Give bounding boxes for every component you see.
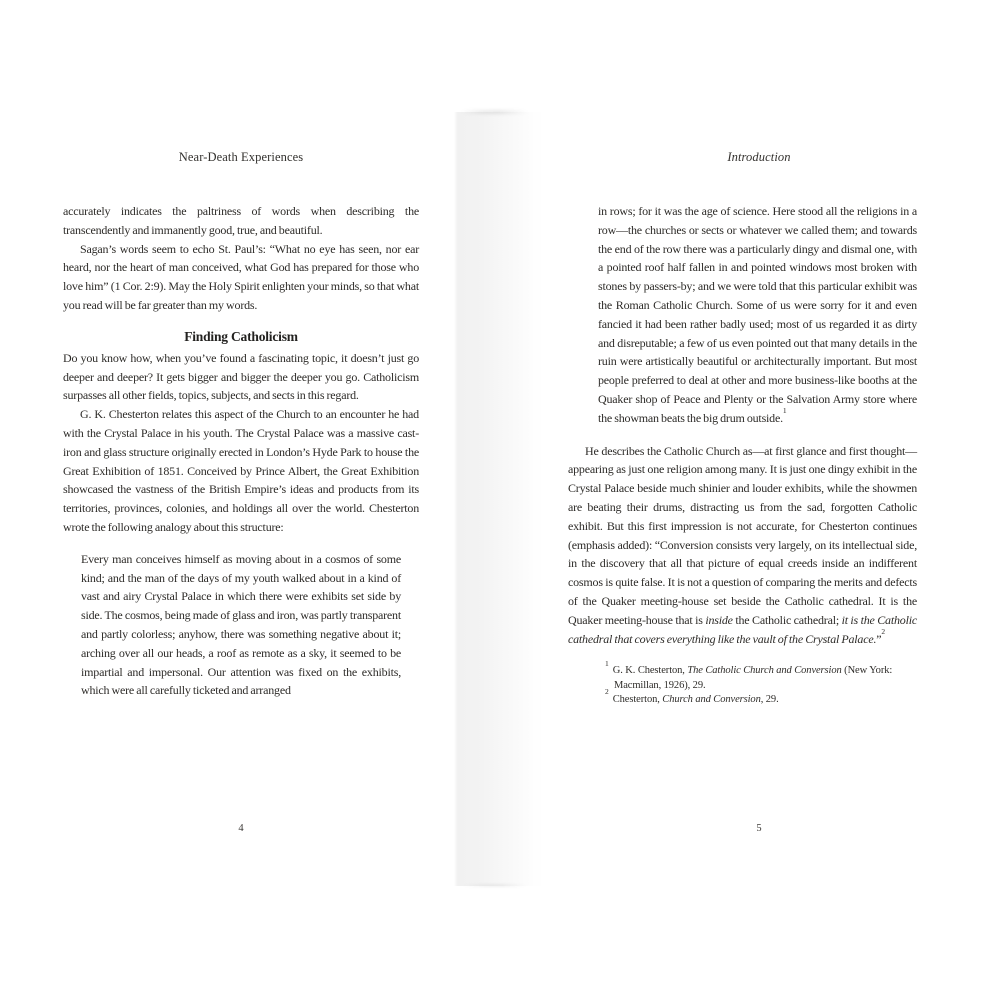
paragraph: Sagan’s words seem to echo St. Paul’s: “What no eye has seen, nor ear heard, nor the heart of man conceived, what God has prepared for those who love him” (1 Cor. 2:9). May the Holy Spirit enlighten your minds, so that what you read will be far greater than my words. (63, 241, 419, 312)
footnote (568, 658, 917, 693)
footnote-text: Chesterton, Church and Conversion, 29. (612, 693, 779, 705)
page-gutter-shadow (454, 112, 544, 886)
page-body-left (63, 202, 419, 700)
paragraph: G. K. Chesterton relates this aspect of the Church to an encounter he had with the Crystal Palace in his youth. The Crystal Palace was a massive cast-iron and glass structure originally erected in London’s Hyde Park to house the Great Exhibition of 1851. Conceived by Prince Albert, the Great Exhibition showcased the vastness of the British Empire’s ideas and products from its territories, provinces, colonies, and holdings all over the world. Chesterton wrote the following analogy about this structure: (63, 407, 419, 534)
footnote (568, 687, 917, 707)
footnote-marker: 1 (605, 658, 609, 668)
page-number-right: 5 (756, 823, 762, 834)
paragraph: Do you know how, when you’ve found a fascinating topic, it doesn’t just go deeper and deeper? It gets bigger and bigger the deeper you go. Catholicism surpasses all other fields, topics, subjects, and sects in this regard. (63, 350, 419, 403)
page-right (568, 150, 917, 707)
page-body-right (568, 202, 917, 707)
footnotes (568, 658, 917, 707)
page-left (63, 150, 419, 700)
block-quote-continued: in rows; for it was the age of science. Here stood all the religions in a row—the churches or sects or whatever we called them; and towards the end of the row there was a particularly dingy and dismal one, with a pointed roof half fallen in and pointed windows most broken with stones by passers-by; and we were told that this particular exhibit was the Roman Catholic Church. Some of us were sorry for it and even fancied it had been rather badly used; most of us regarded it as dirty and disreputable; a few of us even pointed out that many details in the ruin were artistically beautiful or architecturally important. But most people preferred to deal at other and more business-like booths at the Quaker shop of Peace and Plenty or the Salvation Army store where the showman beats the big drum outside.$^1$ (598, 204, 917, 425)
section-heading: Finding Catholicism (184, 328, 298, 344)
footnote-text: G. K. Chesterton, The Catholic Church and Conversion (New York: Macmillan, 1926), 29. (612, 665, 893, 691)
block-quote: Every man conceives himself as moving about in a cosmos of some kind; and the man of the days of my youth walked about in a kind of vast and airy Crystal Palace in which there were exhibits set side by side. The cosmos, being made of glass and iron, was partly transparent and partly colorless; anyhow, there was something negative about it; arching over all our heads, a roof as remote as a sky, it seemed to be impartial and impersonal. Our attention was fixed on the exhibits, which were all carefully ticketed and arranged (81, 551, 401, 698)
footnote-marker: 2 (605, 687, 609, 697)
paragraph: He describes the Catholic Church as—at first glance and first thought—appearing as just one religion among many. It is just one dingy exhibit in the Crystal Palace beside much shinier and louder exhibits, while the showmen are beating their drums, distracting us from the sad, forgotten Catholic exhibit. But this first impression is not accurate, for Chesterton continues (emphasis added): “Conversion consists very largely, on its intellectual side, in the discovery that all that picture of equal creeds inside an indifferent cosmos is quite false. It is not a question of comparing the merits and defects of the Quaker meeting-house set beside the Catholic cathedral. It is the Quaker meeting-house that is inside the Catholic cathedral; it is the Catholic cathedral that covers everything like the vault of the Crystal Palace.”$^2$ (568, 443, 917, 646)
running-head-right: Introduction (727, 150, 791, 164)
paragraph-continuation: accurately indicates the paltriness of words when describing the transcendently and immanently good, true, and beautiful. (63, 204, 419, 237)
page-number-left: 4 (238, 823, 244, 834)
running-head-left: Near-Death Experiences (178, 150, 304, 164)
